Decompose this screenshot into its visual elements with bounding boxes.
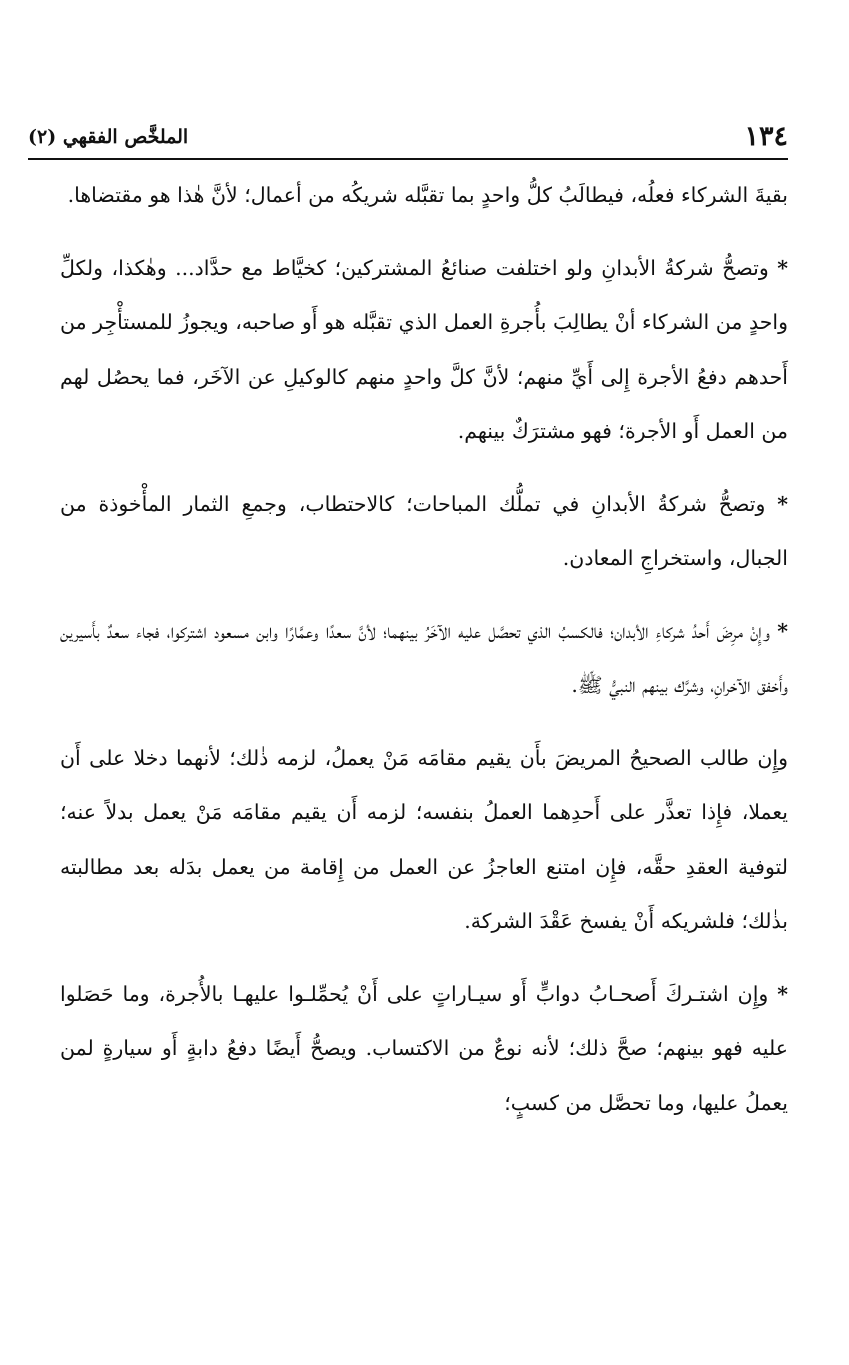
page-header (28, 118, 788, 156)
running-title: الملخَّص الفقهي (٢) (28, 126, 189, 148)
body-text (60, 168, 788, 1130)
paragraph-gap (60, 459, 788, 477)
paragraph (60, 477, 788, 586)
paragraph-text: وإِن طالب الصحيحُ المريضَ بأَن يقيم مقامَه مَنْ يعملُ، لزمه ذٰلك؛ لأنهما دخلا على أَن يعملا، فإِذا تعذَّر على أَحدِهما العملُ بنفسه؛ لزمه أَن يقيم مقامَه مَنْ يعمل بدلاً عنه؛ لتوفية العقدِ حقَّه، فإِن امتنع العاجزُ عن العمل من إِقامة من يعمل بدَله بعد مطالبته بذٰلك؛ فلشريكه أَنْ يفسخ عَقْدَ الشركة. (60, 745, 788, 933)
paragraph-gap (60, 949, 788, 967)
bullet-star-icon: * (777, 618, 788, 643)
paragraph-text: وإِنْ مرِضَ أَحدُ شركاءِ الأبدان؛ فالكسبُ الذي تحصَّل عليه الآخَرُ بينهما؛ لأنَّ سعدًا وعمَّارًا وابن مسعود اشتركوا، فجاء سعدٌ بأَسيرين وأَخفق الآخرانِ، وشرَّك بينهم النبيُّ ﷺ. (60, 618, 788, 697)
paragraph (60, 967, 788, 1131)
paragraph (60, 168, 788, 223)
paragraph-gap (60, 223, 788, 241)
bullet-star-icon: * (777, 491, 788, 516)
bullet-star-icon: * (777, 255, 788, 280)
paragraph (60, 604, 788, 713)
header-divider (28, 158, 788, 160)
paragraph (60, 731, 788, 949)
paragraph-gap (60, 713, 788, 731)
paragraph-text: وإِن اشتـركَ أَصحـابُ دوابٍّ أَو سيـاراتٍ على أَنْ يُحمِّلـوا عليهـا بالأُجرة، وما حَصَلوا عليه فهو بينهم؛ صحَّ ذلك؛ لأنه نوعٌ من الاكتساب. ويصحُّ أَيضًا دفعُ دابةٍ أَو سيارةٍ لمن يعملُ عليها، وما تحصَّل من كسبٍ؛ (60, 981, 788, 1115)
paragraph-text: وتصحُّ شركةُ الأبدانِ ولو اختلفت صنائعُ المشتركين؛ كخيَّاط مع حدَّاد... وهٰكذا، ولكلِّ واحدٍ من الشركاء أنْ يطالِبَ بأُجرةِ العمل الذي تقبَّله هو أَو صاحبه، ويجوزُ للمستأْجِر من أَحدهم دفعُ الأجرة إِلى أَيِّ منهم؛ لأنَّ كلَّ واحدٍ منهم كالوكيلِ عن الآخَر، فما يحصُل لهم من العمل أَو الأجرة؛ فهو مشترَكٌ بينهم. (60, 255, 788, 443)
paragraph-text: بقيةَ الشركاء فعلُه، فيطالَبُ كلُّ واحدٍ بما تقبَّله شريكُه من أعمال؛ لأنَّ هٰذا هو مقتضاها. (67, 183, 788, 207)
paragraph (60, 241, 788, 459)
paragraph-gap (60, 586, 788, 604)
paragraph-text: وتصحُّ شركةُ الأبدانِ في تملُّك المباحات؛ كالاحتطاب، وجمعِ الثمار المأْخوذة من الجبال، واستخراجِ المعادن. (60, 491, 788, 570)
page-number: ١٣٤ (744, 121, 788, 152)
bullet-star-icon: * (777, 981, 788, 1006)
